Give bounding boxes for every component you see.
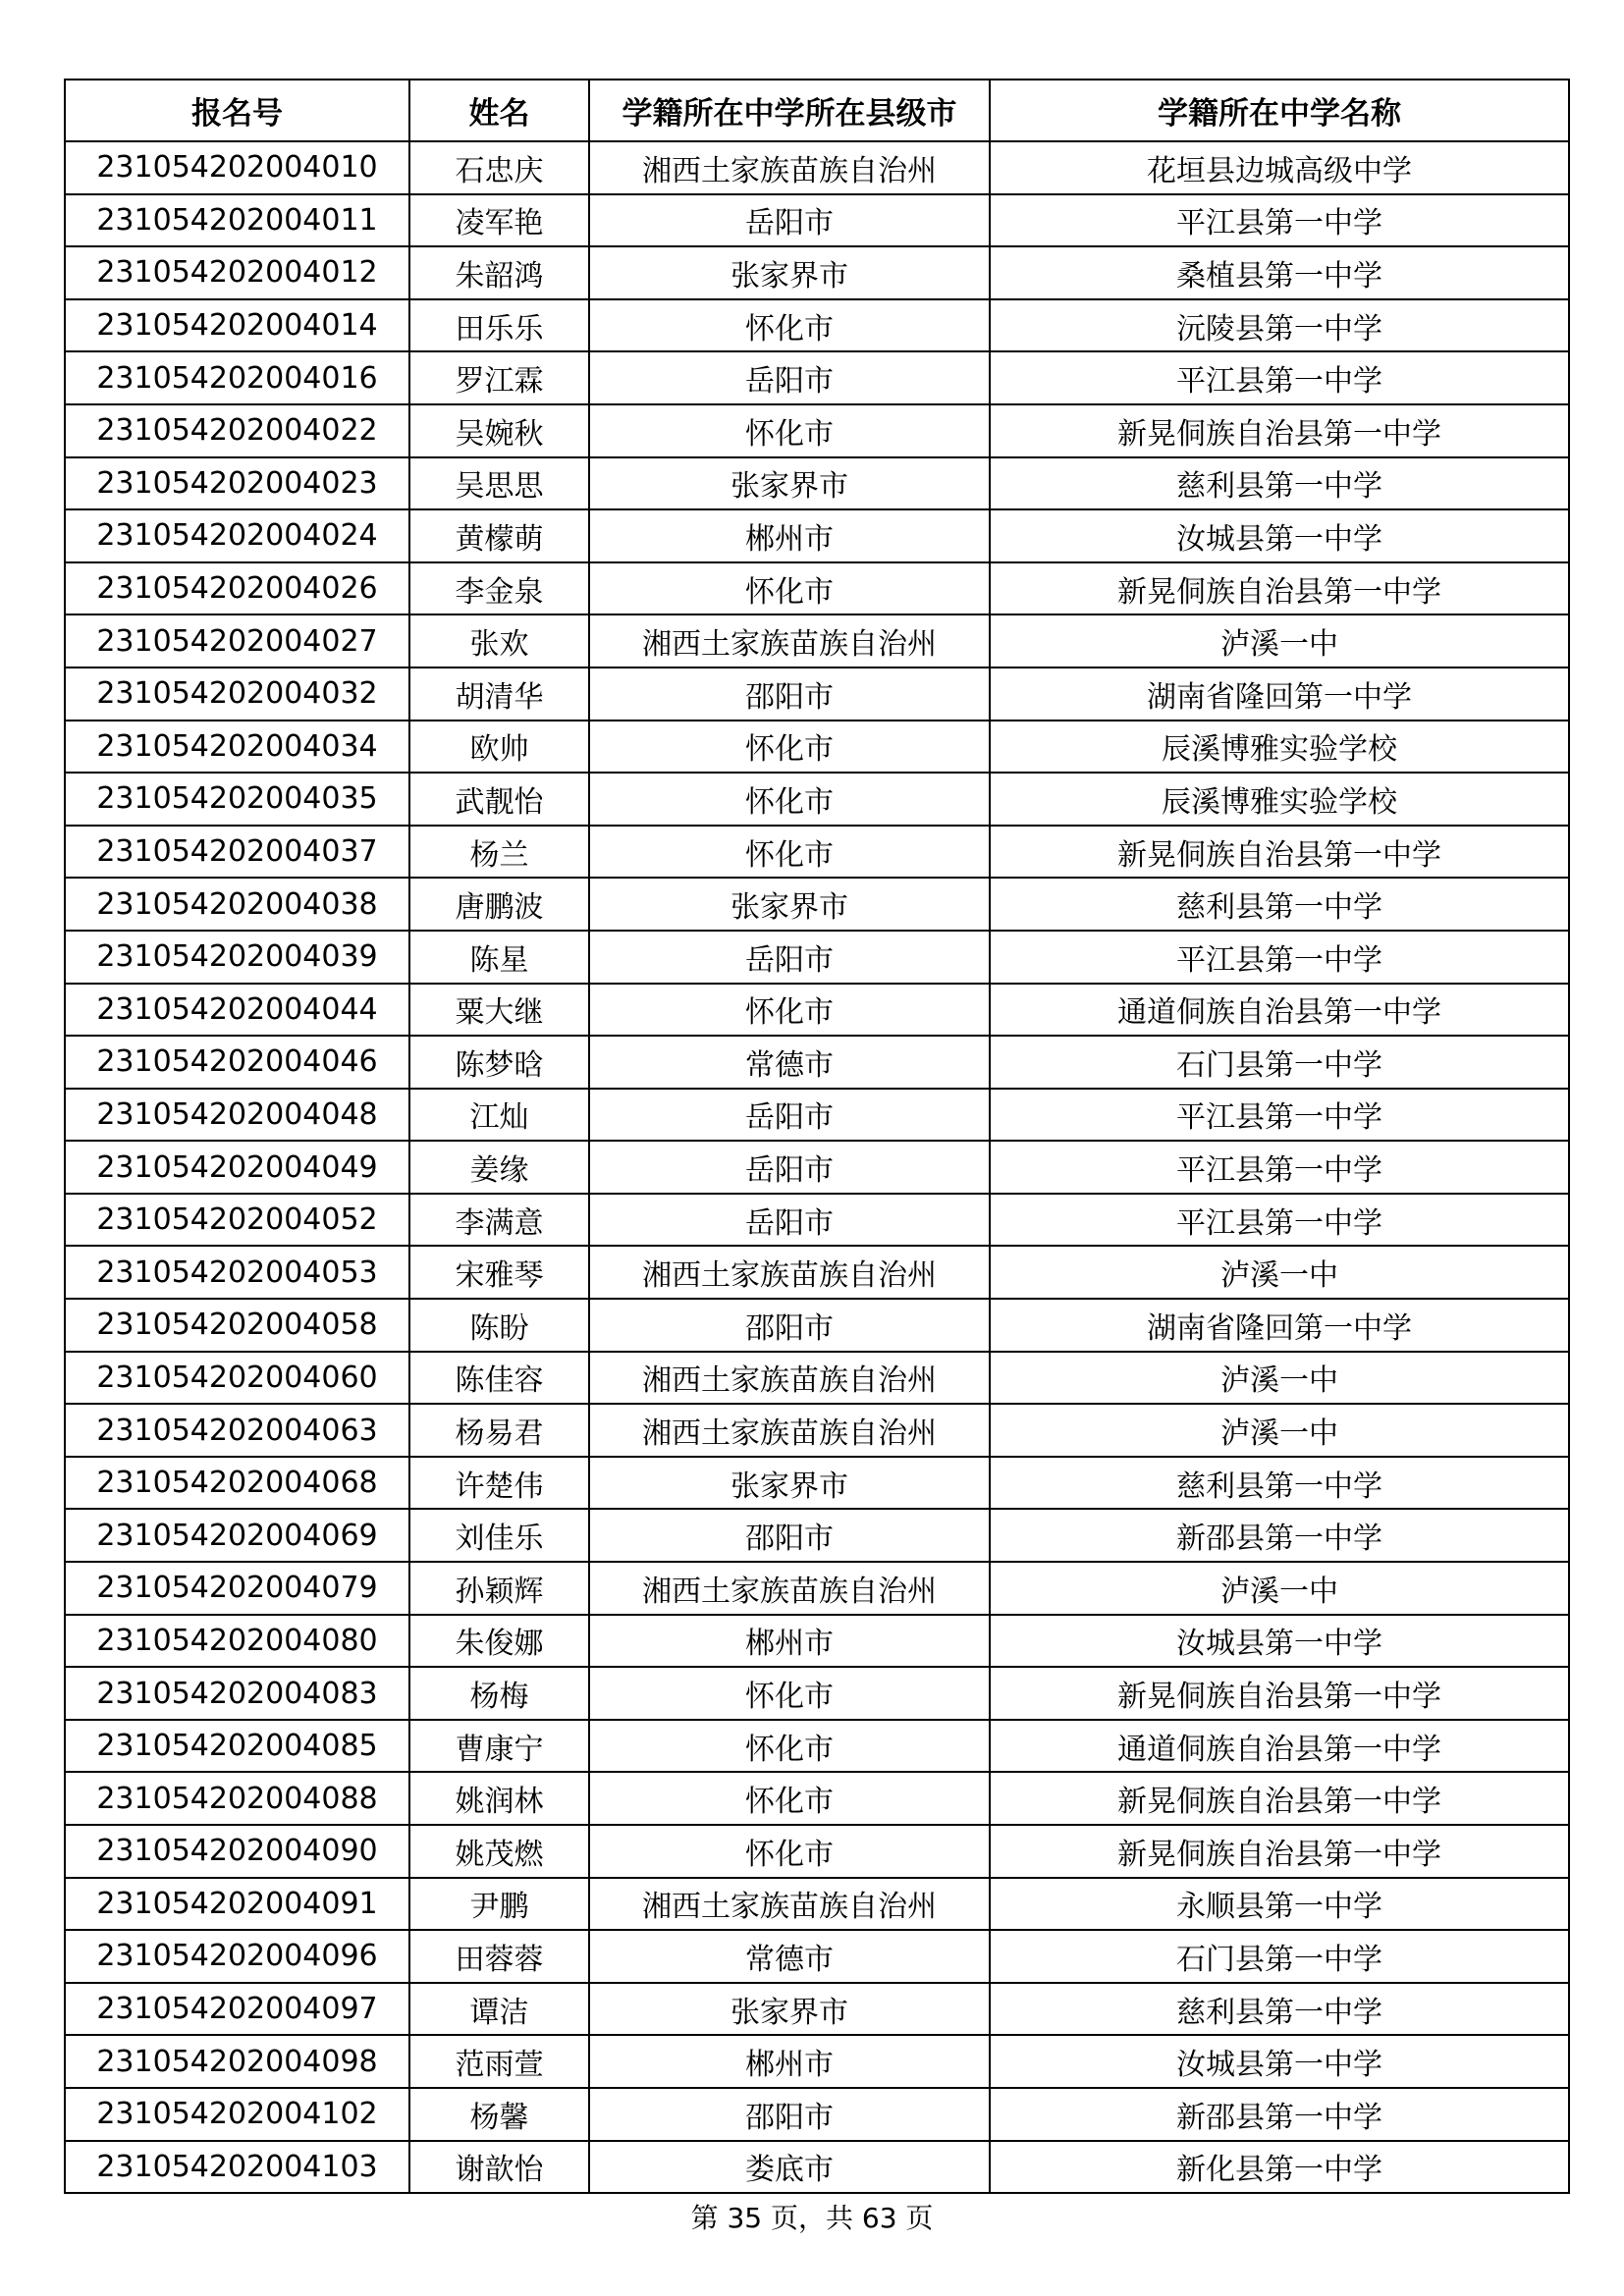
student-name-cell: 吴思思 (409, 457, 589, 510)
registration-number-cell: 231054202004085 (65, 1720, 409, 1773)
student-name-cell: 谭洁 (409, 1983, 589, 2036)
school-name-cell: 慈利县第一中学 (990, 1457, 1569, 1510)
registration-number-cell: 231054202004080 (65, 1615, 409, 1668)
registration-number-cell: 231054202004102 (65, 2088, 409, 2141)
student-name-cell: 石忠庆 (409, 141, 589, 194)
student-name-cell: 唐鹏波 (409, 878, 589, 931)
student-name-cell: 宋雅琴 (409, 1246, 589, 1299)
school-name-cell: 永顺县第一中学 (990, 1878, 1569, 1931)
student-name-cell: 李满意 (409, 1194, 589, 1247)
student-name-cell: 张欢 (409, 614, 589, 667)
school-city-cell: 郴州市 (589, 1615, 990, 1668)
school-city-cell: 张家界市 (589, 878, 990, 931)
school-name-cell: 新晃侗族自治县第一中学 (990, 1772, 1569, 1825)
school-city-cell: 邵阳市 (589, 667, 990, 721)
student-name-cell: 陈盼 (409, 1299, 589, 1352)
table-row (65, 1089, 1569, 1142)
header-school-name: 学籍所在中学名称 (990, 80, 1569, 141)
school-name-cell: 平江县第一中学 (990, 1194, 1569, 1247)
school-name-cell: 汝城县第一中学 (990, 1615, 1569, 1668)
school-city-cell: 湘西土家族苗族自治州 (589, 1246, 990, 1299)
school-city-cell: 怀化市 (589, 1772, 990, 1825)
registration-number-cell: 231054202004096 (65, 1930, 409, 1983)
school-city-cell: 常德市 (589, 1036, 990, 1089)
table-row (65, 509, 1569, 562)
school-city-cell: 怀化市 (589, 404, 990, 457)
page-number: 第 35 页，共 63 页 (690, 2202, 934, 2234)
roster-table (64, 79, 1570, 2194)
registration-number-cell: 231054202004023 (65, 457, 409, 510)
school-city-cell: 常德市 (589, 1930, 990, 1983)
school-name-cell: 桑植县第一中学 (990, 246, 1569, 299)
school-city-cell: 怀化市 (589, 1825, 990, 1878)
header-row (65, 80, 1569, 141)
student-name-cell: 陈佳容 (409, 1352, 589, 1405)
registration-number-cell: 231054202004048 (65, 1089, 409, 1142)
table-row (65, 984, 1569, 1037)
registration-number-cell: 231054202004052 (65, 1194, 409, 1247)
table-row (65, 1562, 1569, 1615)
table-row (65, 1404, 1569, 1457)
school-city-cell: 怀化市 (589, 984, 990, 1037)
school-city-cell: 张家界市 (589, 1457, 990, 1510)
student-name-cell: 江灿 (409, 1089, 589, 1142)
school-name-cell: 石门县第一中学 (990, 1930, 1569, 1983)
table-row (65, 1246, 1569, 1299)
table-row (65, 1352, 1569, 1405)
registration-number-cell: 231054202004088 (65, 1772, 409, 1825)
school-city-cell: 怀化市 (589, 1720, 990, 1773)
student-name-cell: 许楚伟 (409, 1457, 589, 1510)
registration-number-cell: 231054202004083 (65, 1667, 409, 1720)
table-row (65, 1825, 1569, 1878)
registration-number-cell: 231054202004038 (65, 878, 409, 931)
school-name-cell: 泸溪一中 (990, 1404, 1569, 1457)
school-name-cell: 石门县第一中学 (990, 1036, 1569, 1089)
student-name-cell: 罗江霖 (409, 351, 589, 404)
student-name-cell: 黄檬萌 (409, 509, 589, 562)
student-name-cell: 姚润林 (409, 1772, 589, 1825)
registration-number-cell: 231054202004097 (65, 1983, 409, 2036)
school-city-cell: 怀化市 (589, 721, 990, 774)
table-row (65, 299, 1569, 352)
student-name-cell: 欧帅 (409, 721, 589, 774)
header-school-city: 学籍所在中学所在县级市 (589, 80, 990, 141)
school-city-cell: 湘西土家族苗族自治州 (589, 1352, 990, 1405)
registration-number-cell: 231054202004035 (65, 773, 409, 826)
school-city-cell: 怀化市 (589, 826, 990, 879)
student-name-cell: 朱俊娜 (409, 1615, 589, 1668)
student-name-cell: 杨兰 (409, 826, 589, 879)
table-row (65, 878, 1569, 931)
school-city-cell: 岳阳市 (589, 1141, 990, 1194)
school-city-cell: 张家界市 (589, 457, 990, 510)
school-name-cell: 沅陵县第一中学 (990, 299, 1569, 352)
header-name: 姓名 (409, 80, 589, 141)
table-row (65, 1457, 1569, 1510)
school-city-cell: 怀化市 (589, 562, 990, 615)
school-city-cell: 岳阳市 (589, 194, 990, 247)
student-name-cell: 谢歆怡 (409, 2141, 589, 2194)
registration-number-cell: 231054202004014 (65, 299, 409, 352)
table-row (65, 404, 1569, 457)
school-name-cell: 辰溪博雅实验学校 (990, 721, 1569, 774)
registration-number-cell: 231054202004098 (65, 2035, 409, 2088)
table-row (65, 1299, 1569, 1352)
school-city-cell: 岳阳市 (589, 931, 990, 984)
table-row (65, 2088, 1569, 2141)
registration-number-cell: 231054202004079 (65, 1562, 409, 1615)
registration-number-cell: 231054202004091 (65, 1878, 409, 1931)
student-name-cell: 朱韶鸿 (409, 246, 589, 299)
student-name-cell: 武靓怡 (409, 773, 589, 826)
school-city-cell: 邵阳市 (589, 1299, 990, 1352)
table-row (65, 1983, 1569, 2036)
table-row (65, 721, 1569, 774)
table-row (65, 1878, 1569, 1931)
student-name-cell: 田蓉蓉 (409, 1930, 589, 1983)
table-row (65, 457, 1569, 510)
school-city-cell: 怀化市 (589, 299, 990, 352)
registration-number-cell: 231054202004044 (65, 984, 409, 1037)
school-name-cell: 花垣县边城高级中学 (990, 141, 1569, 194)
school-city-cell: 邵阳市 (589, 2088, 990, 2141)
student-name-cell: 杨易君 (409, 1404, 589, 1457)
registration-number-cell: 231054202004063 (65, 1404, 409, 1457)
registration-number-cell: 231054202004060 (65, 1352, 409, 1405)
student-name-cell: 凌军艳 (409, 194, 589, 247)
registration-number-cell: 231054202004016 (65, 351, 409, 404)
student-name-cell: 吴婉秋 (409, 404, 589, 457)
school-city-cell: 湘西土家族苗族自治州 (589, 614, 990, 667)
student-name-cell: 尹鹏 (409, 1878, 589, 1931)
table-row (65, 1720, 1569, 1773)
table-row (65, 2035, 1569, 2088)
student-name-cell: 姚茂燃 (409, 1825, 589, 1878)
registration-number-cell: 231054202004090 (65, 1825, 409, 1878)
student-name-cell: 姜缘 (409, 1141, 589, 1194)
school-name-cell: 辰溪博雅实验学校 (990, 773, 1569, 826)
school-city-cell: 怀化市 (589, 1667, 990, 1720)
registration-number-cell: 231054202004058 (65, 1299, 409, 1352)
school-name-cell: 泸溪一中 (990, 1246, 1569, 1299)
table-row (65, 1615, 1569, 1668)
table-row (65, 1509, 1569, 1562)
school-name-cell: 通道侗族自治县第一中学 (990, 984, 1569, 1037)
registration-number-cell: 231054202004027 (65, 614, 409, 667)
school-name-cell: 平江县第一中学 (990, 1141, 1569, 1194)
table-row (65, 1036, 1569, 1089)
registration-number-cell: 231054202004069 (65, 1509, 409, 1562)
school-name-cell: 平江县第一中学 (990, 351, 1569, 404)
school-name-cell: 平江县第一中学 (990, 931, 1569, 984)
table-row (65, 931, 1569, 984)
student-name-cell: 刘佳乐 (409, 1509, 589, 1562)
table-row (65, 246, 1569, 299)
school-name-cell: 新晃侗族自治县第一中学 (990, 1667, 1569, 1720)
school-name-cell: 新邵县第一中学 (990, 2088, 1569, 2141)
school-name-cell: 泸溪一中 (990, 1352, 1569, 1405)
header-registration-number: 报名号 (65, 80, 409, 141)
student-name-cell: 陈星 (409, 931, 589, 984)
student-name-cell: 范雨萱 (409, 2035, 589, 2088)
student-name-cell: 曹康宁 (409, 1720, 589, 1773)
registration-number-cell: 231054202004034 (65, 721, 409, 774)
student-name-cell: 胡清华 (409, 667, 589, 721)
school-name-cell: 新邵县第一中学 (990, 1509, 1569, 1562)
registration-number-cell: 231054202004024 (65, 509, 409, 562)
table-row (65, 667, 1569, 721)
registration-number-cell: 231054202004032 (65, 667, 409, 721)
school-city-cell: 张家界市 (589, 246, 990, 299)
school-name-cell: 新化县第一中学 (990, 2141, 1569, 2194)
table-row (65, 773, 1569, 826)
registration-number-cell: 231054202004010 (65, 141, 409, 194)
school-name-cell: 新晃侗族自治县第一中学 (990, 1825, 1569, 1878)
school-city-cell: 湘西土家族苗族自治州 (589, 141, 990, 194)
registration-number-cell: 231054202004046 (65, 1036, 409, 1089)
school-name-cell: 平江县第一中学 (990, 1089, 1569, 1142)
student-name-cell: 孙颖辉 (409, 1562, 589, 1615)
student-name-cell: 粟大继 (409, 984, 589, 1037)
school-city-cell: 湘西土家族苗族自治州 (589, 1404, 990, 1457)
school-city-cell: 郴州市 (589, 509, 990, 562)
school-city-cell: 郴州市 (589, 2035, 990, 2088)
school-city-cell: 岳阳市 (589, 1194, 990, 1247)
school-name-cell: 平江县第一中学 (990, 194, 1569, 247)
school-name-cell: 汝城县第一中学 (990, 509, 1569, 562)
registration-number-cell: 231054202004011 (65, 194, 409, 247)
table-body (65, 141, 1569, 2193)
school-name-cell: 泸溪一中 (990, 614, 1569, 667)
school-name-cell: 慈利县第一中学 (990, 1983, 1569, 2036)
student-name-cell: 田乐乐 (409, 299, 589, 352)
school-city-cell: 岳阳市 (589, 351, 990, 404)
registration-number-cell: 231054202004012 (65, 246, 409, 299)
school-name-cell: 新晃侗族自治县第一中学 (990, 826, 1569, 879)
school-name-cell: 汝城县第一中学 (990, 2035, 1569, 2088)
school-name-cell: 湖南省隆回第一中学 (990, 667, 1569, 721)
registration-number-cell: 231054202004039 (65, 931, 409, 984)
table-row (65, 1194, 1569, 1247)
student-name-cell: 李金泉 (409, 562, 589, 615)
table-header (65, 80, 1569, 141)
school-city-cell: 张家界市 (589, 1983, 990, 2036)
registration-number-cell: 231054202004026 (65, 562, 409, 615)
table-row (65, 194, 1569, 247)
table-row (65, 1141, 1569, 1194)
table-row (65, 141, 1569, 194)
school-name-cell: 泸溪一中 (990, 1562, 1569, 1615)
school-name-cell: 慈利县第一中学 (990, 878, 1569, 931)
registration-number-cell: 231054202004068 (65, 1457, 409, 1510)
school-name-cell: 新晃侗族自治县第一中学 (990, 562, 1569, 615)
school-name-cell: 新晃侗族自治县第一中学 (990, 404, 1569, 457)
table-row (65, 614, 1569, 667)
registration-number-cell: 231054202004037 (65, 826, 409, 879)
registration-number-cell: 231054202004103 (65, 2141, 409, 2194)
student-name-cell: 杨梅 (409, 1667, 589, 1720)
registration-number-cell: 231054202004049 (65, 1141, 409, 1194)
table-row (65, 826, 1569, 879)
school-name-cell: 慈利县第一中学 (990, 457, 1569, 510)
school-city-cell: 怀化市 (589, 773, 990, 826)
registration-number-cell: 231054202004053 (65, 1246, 409, 1299)
school-city-cell: 娄底市 (589, 2141, 990, 2194)
registration-number-cell: 231054202004022 (65, 404, 409, 457)
student-name-cell: 杨馨 (409, 2088, 589, 2141)
school-city-cell: 湘西土家族苗族自治州 (589, 1562, 990, 1615)
school-city-cell: 岳阳市 (589, 1089, 990, 1142)
table-row (65, 1772, 1569, 1825)
table-row (65, 1930, 1569, 1983)
table-row (65, 2141, 1569, 2194)
student-name-cell: 陈梦晗 (409, 1036, 589, 1089)
school-city-cell: 湘西土家族苗族自治州 (589, 1878, 990, 1931)
table-row (65, 1667, 1569, 1720)
school-city-cell: 邵阳市 (589, 1509, 990, 1562)
table-row (65, 562, 1569, 615)
school-name-cell: 通道侗族自治县第一中学 (990, 1720, 1569, 1773)
school-name-cell: 湖南省隆回第一中学 (990, 1299, 1569, 1352)
table-row (65, 351, 1569, 404)
